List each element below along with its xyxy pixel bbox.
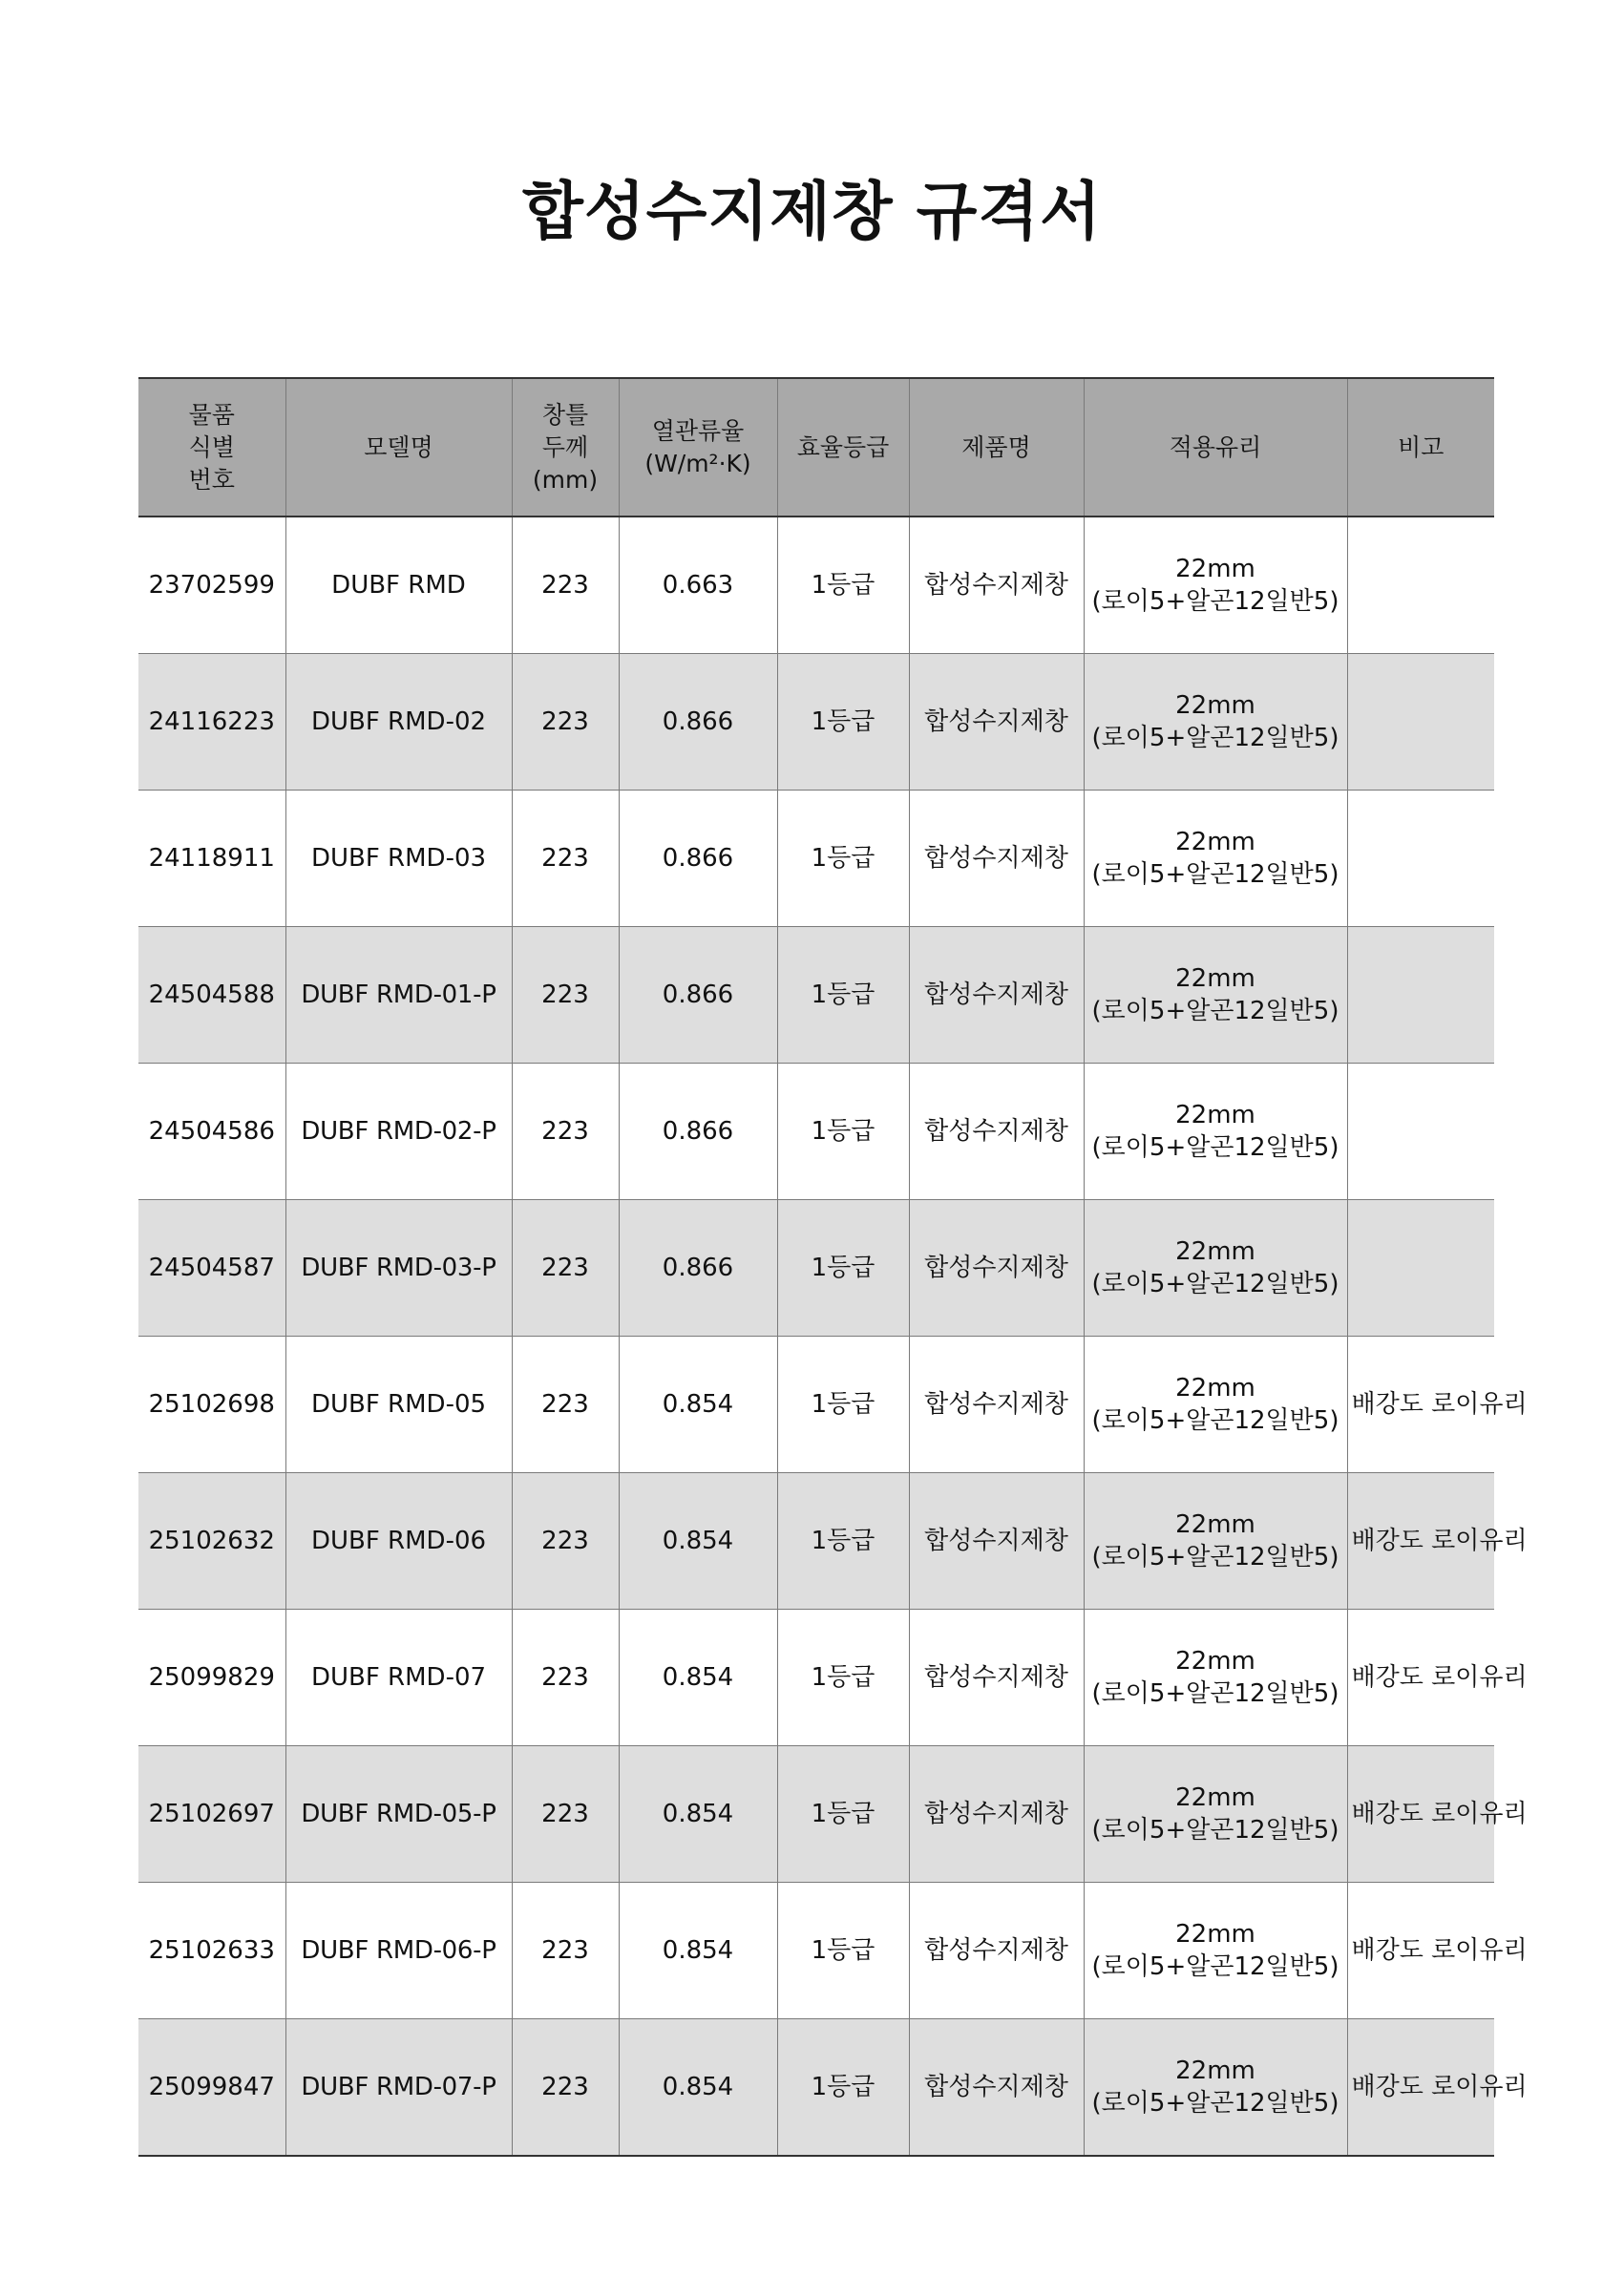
glass-spec: 22mm xyxy=(1175,828,1255,856)
grade-cell: 1등급 xyxy=(777,1064,909,1200)
item-id-cell: 25102697 xyxy=(138,1746,285,1883)
glass-composition: (로이5+알곤12일반5) xyxy=(1091,1133,1339,1162)
glass-cell xyxy=(1084,1200,1347,1337)
product-cell: 합성수지제창 xyxy=(909,1200,1084,1337)
glass-spec: 22mm xyxy=(1175,1101,1255,1129)
glass-cell xyxy=(1084,654,1347,791)
table-row xyxy=(138,1200,1494,1337)
glass-spec: 22mm xyxy=(1175,1920,1255,1949)
glass-composition: (로이5+알곤12일반5) xyxy=(1091,860,1339,889)
glass-cell xyxy=(1084,517,1347,654)
glass-composition: (로이5+알곤12일반5) xyxy=(1091,1270,1339,1298)
note-cell: 배강도 로이유리 xyxy=(1347,1883,1494,2019)
table-row xyxy=(138,1064,1494,1200)
note-cell: 배강도 로이유리 xyxy=(1347,2019,1494,2157)
model-cell: DUBF RMD-02-P xyxy=(285,1064,512,1200)
note-cell xyxy=(1347,517,1494,654)
item-id-cell: 23702599 xyxy=(138,517,285,654)
grade-cell: 1등급 xyxy=(777,517,909,654)
grade-cell: 1등급 xyxy=(777,927,909,1064)
u-value-cell: 0.663 xyxy=(619,517,777,654)
u-value-cell: 0.866 xyxy=(619,927,777,1064)
table-header-row xyxy=(138,378,1494,517)
product-cell: 합성수지제창 xyxy=(909,927,1084,1064)
note-cell: 배강도 로이유리 xyxy=(1347,1610,1494,1746)
thickness-cell: 223 xyxy=(512,1883,619,2019)
table-row xyxy=(138,1610,1494,1746)
glass-cell xyxy=(1084,927,1347,1064)
glass-spec: 22mm xyxy=(1175,964,1255,993)
item-id-cell: 24116223 xyxy=(138,654,285,791)
grade-cell: 1등급 xyxy=(777,654,909,791)
note-cell xyxy=(1347,654,1494,791)
u-value-cell: 0.866 xyxy=(619,1200,777,1337)
glass-spec: 22mm xyxy=(1175,1783,1255,1812)
grade-cell: 1등급 xyxy=(777,1473,909,1610)
note-cell: 배강도 로이유리 xyxy=(1347,1473,1494,1610)
glass-cell xyxy=(1084,1746,1347,1883)
glass-composition: (로이5+알곤12일반5) xyxy=(1091,587,1339,616)
glass-spec: 22mm xyxy=(1175,1647,1255,1676)
note-cell xyxy=(1347,927,1494,1064)
u-value-cell: 0.866 xyxy=(619,1064,777,1200)
product-cell: 합성수지제창 xyxy=(909,517,1084,654)
model-cell: DUBF RMD-06-P xyxy=(285,1883,512,2019)
grade-cell: 1등급 xyxy=(777,791,909,927)
glass-composition: (로이5+알곤12일반5) xyxy=(1091,2089,1339,2118)
glass-composition: (로이5+알곤12일반5) xyxy=(1091,724,1339,752)
product-cell: 합성수지제창 xyxy=(909,1610,1084,1746)
product-cell: 합성수지제창 xyxy=(909,1883,1084,2019)
table-row xyxy=(138,1337,1494,1473)
glass-cell xyxy=(1084,1610,1347,1746)
u-value-cell: 0.866 xyxy=(619,654,777,791)
item-id-cell: 25099829 xyxy=(138,1610,285,1746)
glass-cell xyxy=(1084,1337,1347,1473)
thickness-cell: 223 xyxy=(512,1200,619,1337)
grade-cell: 1등급 xyxy=(777,1610,909,1746)
glass-composition: (로이5+알곤12일반5) xyxy=(1091,1543,1339,1571)
item-id-cell: 25099847 xyxy=(138,2019,285,2157)
model-cell: DUBF RMD-05 xyxy=(285,1337,512,1473)
grade-cell: 1등급 xyxy=(777,2019,909,2157)
glass-spec: 22mm xyxy=(1175,2057,1255,2085)
product-cell: 합성수지제창 xyxy=(909,1473,1084,1610)
u-value-cell: 0.854 xyxy=(619,1746,777,1883)
thickness-cell: 223 xyxy=(512,927,619,1064)
table-row xyxy=(138,654,1494,791)
item-id-cell: 24504588 xyxy=(138,927,285,1064)
thickness-cell: 223 xyxy=(512,1746,619,1883)
glass-composition: (로이5+알곤12일반5) xyxy=(1091,997,1339,1025)
product-cell: 합성수지제창 xyxy=(909,654,1084,791)
product-cell: 합성수지제창 xyxy=(909,1337,1084,1473)
header-note: 비고 xyxy=(1347,378,1494,517)
table-row xyxy=(138,1473,1494,1610)
model-cell: DUBF RMD-02 xyxy=(285,654,512,791)
thickness-cell: 223 xyxy=(512,1064,619,1200)
thickness-cell: 223 xyxy=(512,654,619,791)
header-frame-thickness: 창틀 두께 (mm) xyxy=(512,378,619,517)
glass-cell xyxy=(1084,791,1347,927)
product-cell: 합성수지제창 xyxy=(909,1746,1084,1883)
glass-spec: 22mm xyxy=(1175,1510,1255,1539)
thickness-cell: 223 xyxy=(512,1610,619,1746)
u-value-cell: 0.854 xyxy=(619,1883,777,2019)
u-value-cell: 0.854 xyxy=(619,1610,777,1746)
u-value-cell: 0.854 xyxy=(619,1473,777,1610)
glass-composition: (로이5+알곤12일반5) xyxy=(1091,1679,1339,1708)
note-cell xyxy=(1347,1200,1494,1337)
header-u-value: 열관류율 (W/m²·K) xyxy=(619,378,777,517)
product-cell: 합성수지제창 xyxy=(909,2019,1084,2157)
grade-cell: 1등급 xyxy=(777,1337,909,1473)
grade-cell: 1등급 xyxy=(777,1746,909,1883)
product-cell: 합성수지제창 xyxy=(909,791,1084,927)
item-id-cell: 24504587 xyxy=(138,1200,285,1337)
document-title: 합성수지제창 규격서 xyxy=(522,175,1102,248)
glass-cell xyxy=(1084,1473,1347,1610)
model-cell: DUBF RMD-03 xyxy=(285,791,512,927)
model-cell: DUBF RMD-05-P xyxy=(285,1746,512,1883)
table-row xyxy=(138,1746,1494,1883)
model-cell: DUBF RMD-07 xyxy=(285,1610,512,1746)
product-cell: 합성수지제창 xyxy=(909,1064,1084,1200)
glass-spec: 22mm xyxy=(1175,691,1255,720)
item-id-cell: 24504586 xyxy=(138,1064,285,1200)
model-cell: DUBF RMD-03-P xyxy=(285,1200,512,1337)
u-value-cell: 0.854 xyxy=(619,1337,777,1473)
model-cell: DUBF RMD-06 xyxy=(285,1473,512,1610)
thickness-cell: 223 xyxy=(512,1337,619,1473)
glass-composition: (로이5+알곤12일반5) xyxy=(1091,1952,1339,1981)
model-cell: DUBF RMD-01-P xyxy=(285,927,512,1064)
note-cell: 배강도 로이유리 xyxy=(1347,1337,1494,1473)
item-id-cell: 25102698 xyxy=(138,1337,285,1473)
table-row xyxy=(138,927,1494,1064)
glass-spec: 22mm xyxy=(1175,1374,1255,1403)
glass-spec: 22mm xyxy=(1175,555,1255,583)
grade-cell: 1등급 xyxy=(777,1200,909,1337)
item-id-cell: 25102633 xyxy=(138,1883,285,2019)
thickness-cell: 223 xyxy=(512,2019,619,2157)
glass-composition: (로이5+알곤12일반5) xyxy=(1091,1816,1339,1845)
thickness-cell: 223 xyxy=(512,1473,619,1610)
glass-spec: 22mm xyxy=(1175,1237,1255,1266)
table-row xyxy=(138,2019,1494,2157)
spec-table xyxy=(138,377,1528,2157)
item-id-cell: 25102632 xyxy=(138,1473,285,1610)
header-efficiency-grade: 효율등급 xyxy=(777,378,909,517)
header-applied-glass: 적용유리 xyxy=(1084,378,1347,517)
glass-cell xyxy=(1084,2019,1347,2157)
note-cell: 배강도 로이유리 xyxy=(1347,1746,1494,1883)
glass-cell xyxy=(1084,1883,1347,2019)
item-id-cell: 24118911 xyxy=(138,791,285,927)
table-row xyxy=(138,1883,1494,2019)
thickness-cell: 223 xyxy=(512,517,619,654)
note-cell xyxy=(1347,791,1494,927)
table-row xyxy=(138,517,1494,654)
header-item-id: 물품 식별 번호 xyxy=(138,378,285,517)
header-product-name: 제품명 xyxy=(909,378,1084,517)
u-value-cell: 0.866 xyxy=(619,791,777,927)
table-row xyxy=(138,791,1494,927)
header-model: 모델명 xyxy=(285,378,512,517)
thickness-cell: 223 xyxy=(512,791,619,927)
model-cell: DUBF RMD xyxy=(285,517,512,654)
glass-composition: (로이5+알곤12일반5) xyxy=(1091,1406,1339,1435)
u-value-cell: 0.854 xyxy=(619,2019,777,2157)
glass-cell xyxy=(1084,1064,1347,1200)
grade-cell: 1등급 xyxy=(777,1883,909,2019)
model-cell: DUBF RMD-07-P xyxy=(285,2019,512,2157)
note-cell xyxy=(1347,1064,1494,1200)
